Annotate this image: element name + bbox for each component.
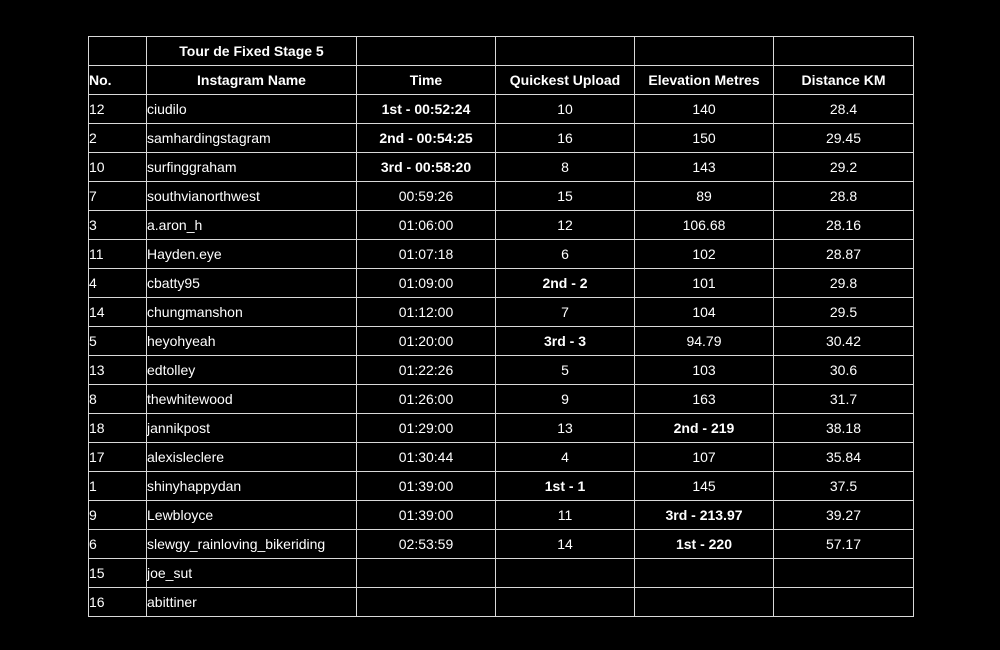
cell-no: 13: [89, 356, 147, 385]
cell-instagram-name: jannikpost: [147, 414, 357, 443]
cell-distance-km: 29.45: [774, 124, 914, 153]
table-row: [89, 356, 914, 385]
cell-no: 8: [89, 385, 147, 414]
cell-elevation-metres: [635, 588, 774, 617]
cell-quickest-upload: [496, 588, 635, 617]
table-row: [89, 153, 914, 182]
cell-elevation-metres: 89: [635, 182, 774, 211]
table-row: [89, 298, 914, 327]
table-row: [89, 501, 914, 530]
cell-instagram-name: abittiner: [147, 588, 357, 617]
cell-instagram-name: shinyhappydan: [147, 472, 357, 501]
cell-distance-km: 29.2: [774, 153, 914, 182]
cell-time: 01:39:00: [357, 501, 496, 530]
title-blank-cell: [635, 37, 774, 66]
cell-time: 1st - 00:52:24: [357, 95, 496, 124]
cell-distance-km: [774, 588, 914, 617]
cell-time: 01:20:00: [357, 327, 496, 356]
cell-no: 4: [89, 269, 147, 298]
cell-distance-km: 30.6: [774, 356, 914, 385]
cell-distance-km: 28.87: [774, 240, 914, 269]
header-instagram-name: Instagram Name: [147, 66, 357, 95]
table-row: [89, 530, 914, 559]
cell-quickest-upload: 11: [496, 501, 635, 530]
cell-quickest-upload: 8: [496, 153, 635, 182]
cell-no: 18: [89, 414, 147, 443]
cell-no: 11: [89, 240, 147, 269]
table-row: [89, 95, 914, 124]
cell-time: [357, 559, 496, 588]
table-row: [89, 269, 914, 298]
cell-distance-km: 30.42: [774, 327, 914, 356]
cell-elevation-metres: 143: [635, 153, 774, 182]
table-row: [89, 472, 914, 501]
table-row: [89, 124, 914, 153]
cell-no: 12: [89, 95, 147, 124]
cell-elevation-metres: 101: [635, 269, 774, 298]
cell-elevation-metres: 3rd - 213.97: [635, 501, 774, 530]
cell-elevation-metres: 150: [635, 124, 774, 153]
cell-no: 7: [89, 182, 147, 211]
cell-distance-km: 38.18: [774, 414, 914, 443]
table-row: [89, 182, 914, 211]
cell-no: 17: [89, 443, 147, 472]
cell-instagram-name: thewhitewood: [147, 385, 357, 414]
cell-quickest-upload: 16: [496, 124, 635, 153]
cell-distance-km: 28.4: [774, 95, 914, 124]
table-row: [89, 240, 914, 269]
cell-time: 01:30:44: [357, 443, 496, 472]
cell-no: 15: [89, 559, 147, 588]
cell-quickest-upload: [496, 559, 635, 588]
cell-time: 01:07:18: [357, 240, 496, 269]
cell-quickest-upload: 13: [496, 414, 635, 443]
cell-elevation-metres: 103: [635, 356, 774, 385]
cell-quickest-upload: 10: [496, 95, 635, 124]
cell-no: 9: [89, 501, 147, 530]
header-time: Time: [357, 66, 496, 95]
cell-no: 6: [89, 530, 147, 559]
cell-quickest-upload: 9: [496, 385, 635, 414]
cell-distance-km: 28.8: [774, 182, 914, 211]
cell-quickest-upload: 5: [496, 356, 635, 385]
cell-distance-km: 39.27: [774, 501, 914, 530]
cell-instagram-name: Hayden.eye: [147, 240, 357, 269]
title-blank-cell: [496, 37, 635, 66]
cell-quickest-upload: 15: [496, 182, 635, 211]
cell-time: [357, 588, 496, 617]
cell-quickest-upload: 14: [496, 530, 635, 559]
cell-time: 3rd - 00:58:20: [357, 153, 496, 182]
cell-distance-km: 29.5: [774, 298, 914, 327]
cell-time: 01:26:00: [357, 385, 496, 414]
title-blank-cell: [89, 37, 147, 66]
results-table-body: [89, 37, 914, 617]
cell-instagram-name: heyohyeah: [147, 327, 357, 356]
cell-time: 02:53:59: [357, 530, 496, 559]
cell-quickest-upload: 3rd - 3: [496, 327, 635, 356]
cell-elevation-metres: 107: [635, 443, 774, 472]
cell-instagram-name: chungmanshon: [147, 298, 357, 327]
cell-no: 1: [89, 472, 147, 501]
cell-no: 3: [89, 211, 147, 240]
header-distance-km: Distance KM: [774, 66, 914, 95]
cell-no: 10: [89, 153, 147, 182]
header-row: [89, 66, 914, 95]
table-row: [89, 414, 914, 443]
cell-instagram-name: slewgy_rainloving_bikeriding: [147, 530, 357, 559]
cell-elevation-metres: 140: [635, 95, 774, 124]
cell-instagram-name: a.aron_h: [147, 211, 357, 240]
cell-no: 14: [89, 298, 147, 327]
cell-time: 01:06:00: [357, 211, 496, 240]
cell-quickest-upload: 7: [496, 298, 635, 327]
cell-time: 01:29:00: [357, 414, 496, 443]
cell-instagram-name: Lewbloyce: [147, 501, 357, 530]
table-row: [89, 443, 914, 472]
cell-no: 5: [89, 327, 147, 356]
cell-quickest-upload: 12: [496, 211, 635, 240]
cell-time: 00:59:26: [357, 182, 496, 211]
cell-instagram-name: surfinggraham: [147, 153, 357, 182]
title-blank-cell: [357, 37, 496, 66]
cell-elevation-metres: [635, 559, 774, 588]
cell-distance-km: 35.84: [774, 443, 914, 472]
cell-instagram-name: joe_sut: [147, 559, 357, 588]
cell-elevation-metres: 106.68: [635, 211, 774, 240]
title-row: [89, 37, 914, 66]
title-blank-cell: [774, 37, 914, 66]
cell-distance-km: 31.7: [774, 385, 914, 414]
cell-elevation-metres: 2nd - 219: [635, 414, 774, 443]
cell-quickest-upload: 2nd - 2: [496, 269, 635, 298]
header-quickest-upload: Quickest Upload: [496, 66, 635, 95]
results-table: [88, 36, 914, 617]
header-elevation-metres: Elevation Metres: [635, 66, 774, 95]
cell-instagram-name: alexisleclere: [147, 443, 357, 472]
table-row: [89, 385, 914, 414]
cell-no: 16: [89, 588, 147, 617]
cell-elevation-metres: 104: [635, 298, 774, 327]
cell-elevation-metres: 163: [635, 385, 774, 414]
cell-quickest-upload: 4: [496, 443, 635, 472]
cell-elevation-metres: 1st - 220: [635, 530, 774, 559]
cell-quickest-upload: 1st - 1: [496, 472, 635, 501]
cell-time: 01:09:00: [357, 269, 496, 298]
cell-distance-km: 37.5: [774, 472, 914, 501]
cell-instagram-name: cbatty95: [147, 269, 357, 298]
cell-no: 2: [89, 124, 147, 153]
cell-distance-km: 29.8: [774, 269, 914, 298]
table-row: [89, 559, 914, 588]
cell-distance-km: [774, 559, 914, 588]
cell-instagram-name: edtolley: [147, 356, 357, 385]
cell-quickest-upload: 6: [496, 240, 635, 269]
cell-distance-km: 28.16: [774, 211, 914, 240]
cell-time: 2nd - 00:54:25: [357, 124, 496, 153]
cell-distance-km: 57.17: [774, 530, 914, 559]
cell-time: 01:22:26: [357, 356, 496, 385]
table-row: [89, 588, 914, 617]
cell-time: 01:39:00: [357, 472, 496, 501]
header-no: No.: [89, 66, 147, 95]
cell-instagram-name: ciudilo: [147, 95, 357, 124]
cell-time: 01:12:00: [357, 298, 496, 327]
cell-instagram-name: samhardingstagram: [147, 124, 357, 153]
table-title: Tour de Fixed Stage 5: [147, 37, 357, 66]
cell-elevation-metres: 145: [635, 472, 774, 501]
table-row: [89, 327, 914, 356]
cell-elevation-metres: 102: [635, 240, 774, 269]
cell-instagram-name: southvianorthwest: [147, 182, 357, 211]
table-row: [89, 211, 914, 240]
cell-elevation-metres: 94.79: [635, 327, 774, 356]
